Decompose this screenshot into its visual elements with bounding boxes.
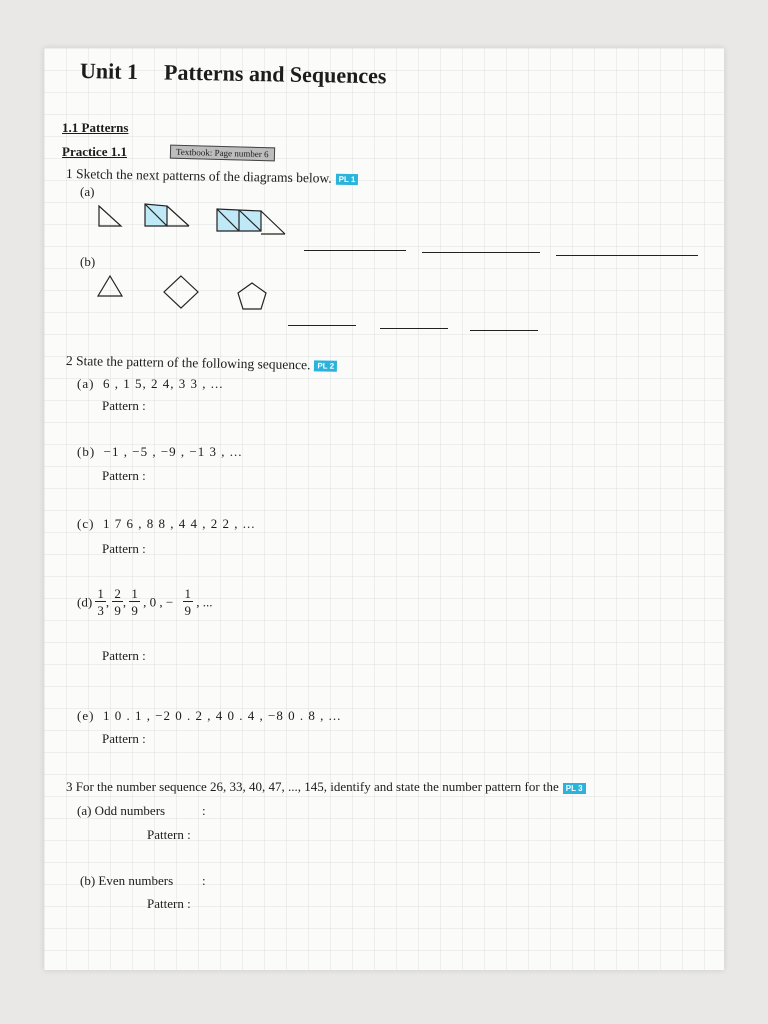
q1b-answer-line-2 — [380, 328, 448, 329]
q2d-pattern-label: Pattern : — [102, 648, 146, 663]
pentagon-shape — [238, 283, 266, 309]
q3-question: 3 For the number sequence 26, 33, 40, 47, ..., 145, identify and state the number pattern for the — [66, 779, 559, 794]
section-title: 1.1 Patterns — [62, 120, 129, 135]
q2c-row — [77, 516, 255, 532]
q1-question: 1 Sketch the next patterns of the diagrams below. — [65, 166, 332, 186]
q3b-label: (b) Even numbers — [80, 873, 174, 888]
q3a-colon: : — [202, 803, 206, 818]
q2-text — [66, 353, 337, 374]
q2a-row — [77, 376, 223, 392]
q1b-answer-line-3 — [470, 330, 538, 331]
q2a-sequence: 6 , 1 5, 2 4, 3 3 , ... — [102, 376, 224, 391]
fraction-2: $\frac{2}{9}$ — [114, 586, 121, 618]
worksheet-page — [44, 48, 724, 970]
q2c-sequence: 1 7 6 , 8 8 , 4 4 , 2 2 , ... — [102, 516, 256, 531]
fraction-4: $\frac{1}{9}$ — [184, 586, 192, 618]
q2e-sequence: 1 0 . 1 , −2 0 . 2 , 4 0 . 4 , −8 0 . 8 , ... — [102, 708, 342, 723]
q3b-colon: : — [202, 873, 206, 888]
q2d-middle: , 0 , − — [143, 594, 174, 610]
triangle-pattern-1 — [99, 206, 121, 226]
q1-pl-badge: PL 1 — [336, 174, 359, 185]
q2c-pattern-label: Pattern : — [102, 541, 146, 556]
q2a-label: (a) — [77, 376, 95, 391]
q2b-pattern-label: Pattern : — [102, 468, 146, 483]
unit-number: Unit 1 — [79, 58, 139, 85]
q2b-label: (b) — [77, 444, 96, 459]
q2b-sequence: −1 , −5 , −9 , −1 3 , ... — [103, 444, 243, 459]
q1b-answer-line-1 — [288, 325, 356, 326]
q1a-answer-line-2 — [422, 252, 540, 253]
q2-pl-badge: PL 2 — [314, 361, 337, 372]
q2-question: 2 State the pattern of the following sequence. — [65, 353, 311, 373]
q2d-label: (d) — [77, 594, 93, 610]
q2b-row — [77, 444, 243, 460]
q2e-row — [77, 708, 341, 724]
q2d-tail: , ... — [196, 594, 213, 610]
q2e-label: (e) — [77, 708, 95, 723]
q1-diagrams — [44, 48, 724, 348]
q2c-label: (c) — [77, 516, 95, 531]
q1a-label: (a) — [80, 184, 95, 199]
q3a-pattern-label: Pattern : — [147, 827, 191, 842]
q1a-answer-line-1 — [304, 250, 406, 251]
triangle-shape — [98, 276, 122, 296]
practice-title: Practice 1.1 — [62, 144, 127, 159]
q1b-label: (b) — [80, 254, 96, 269]
unit-title: Patterns and Sequences — [163, 59, 387, 89]
q3-pl-badge: PL 3 — [563, 783, 586, 794]
textbook-tag: Textbook: Page number 6 — [170, 145, 275, 162]
q2a-pattern-label: Pattern : — [102, 398, 146, 413]
q3a-label: (a) Odd numbers — [77, 803, 166, 818]
q2e-pattern-label: Pattern : — [102, 731, 146, 746]
fraction-1: $\frac{1}{3}$ — [97, 586, 104, 618]
q2d-row: (d) $\frac{1}{3}$ , $\frac{2}{9}$ , $\frac{1}{9}$ , 0 , − $\frac{1}{9}$ , ... — [77, 586, 213, 618]
q3-text — [66, 779, 586, 795]
q1a-answer-line-3 — [556, 255, 698, 256]
fraction-3: $\frac{1}{9}$ — [131, 586, 138, 618]
q3b-pattern-label: Pattern : — [147, 896, 191, 911]
square-shape — [164, 276, 198, 308]
